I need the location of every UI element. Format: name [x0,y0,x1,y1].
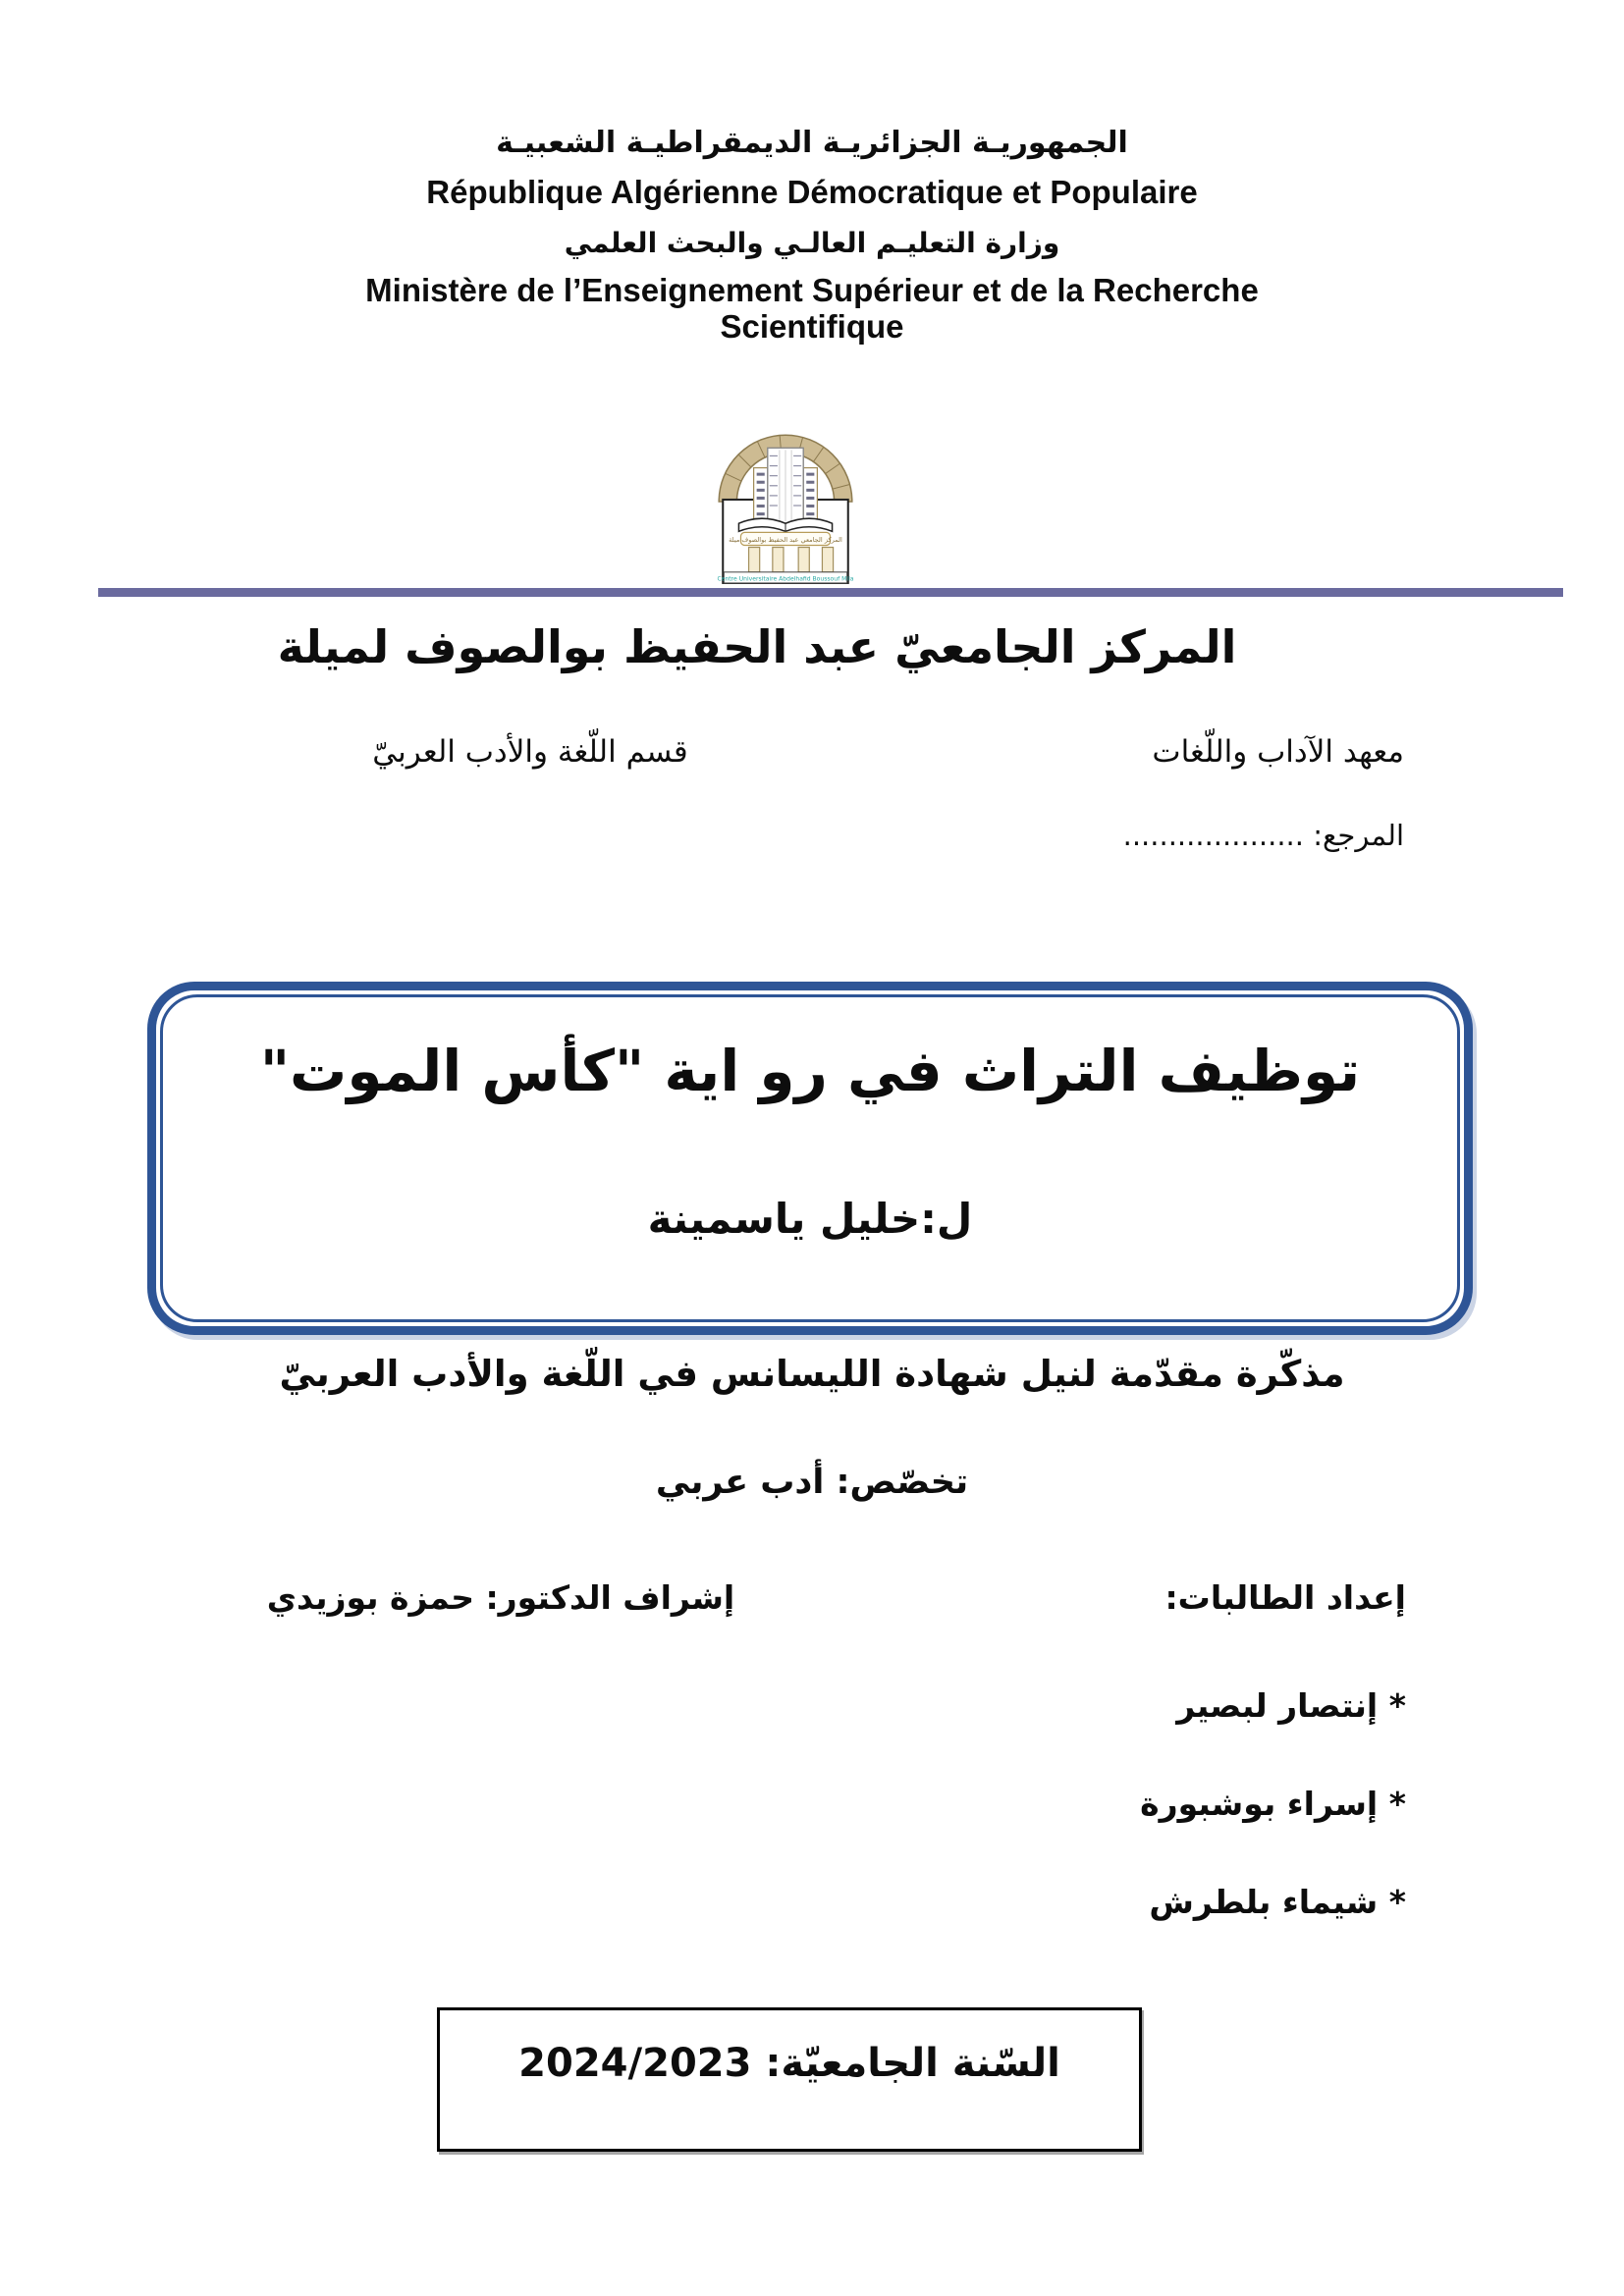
header-divider-rule [98,588,1563,597]
logo-caption-bar [718,572,854,583]
department-name: قسم اللّغة والأدب العربيّ [372,734,688,770]
specialty-line: تخصّص: أدب عربي [655,1463,969,1502]
novel-author: ل:خليل ياسمينة [647,1195,973,1243]
thesis-title-box [147,982,1473,1335]
republic-name-french: République Algérienne Démocratique et Populaire [426,174,1198,210]
supervisor-line: إشراف الدكتور: حمزة بوزيدي [266,1578,735,1617]
logo-banner-text: المركز الجامعي عبد الحفيظ بوالصوف ميلة [729,535,842,544]
student-name: * إسراء بوشبورة [1140,1785,1406,1823]
students-label: إعداد الطالبات: [1164,1578,1406,1617]
logo-building [754,448,818,523]
student-name: * إنتصار لبصير [1176,1686,1406,1725]
ministry-name-arabic: وزارة التعليـم العالـي والبحث العلمي [564,227,1060,259]
republic-name-arabic: الجمهوريـة الجزائريـة الديمقراطيـة الشعبيـة [496,126,1128,160]
ministry-name-french: Ministère de l’Enseignement Supérieur et de la Recherche Scientifique [365,272,1259,345]
academic-year-box [437,2007,1142,2152]
university-name: المركز الجامعيّ عبد الحفيظ بوالصوف لميلة [277,620,1237,673]
institute-name: معهد الآداب واللّغات [1152,734,1404,770]
thesis-note: مذكّرة مقدّمة لنيل شهادة الليسانس في اللّغة والأدب العربيّ [279,1353,1345,1395]
academic-year-text: السّنة الجامعيّة: 2024/2023 [518,2040,1060,2086]
thesis-title: توظيف التراث في رو اية "كأس الموت" [259,1038,1361,1104]
university-logo [711,420,860,587]
logo-banner [729,532,842,545]
student-name: * شيماء بلطرش [1149,1883,1406,1921]
reference-line: المرجع: .................... [1122,819,1404,852]
logo-caption-text: Centre Universitaire Abdelhafid Boussouf Mila [717,575,854,583]
header-block [0,126,1624,346]
